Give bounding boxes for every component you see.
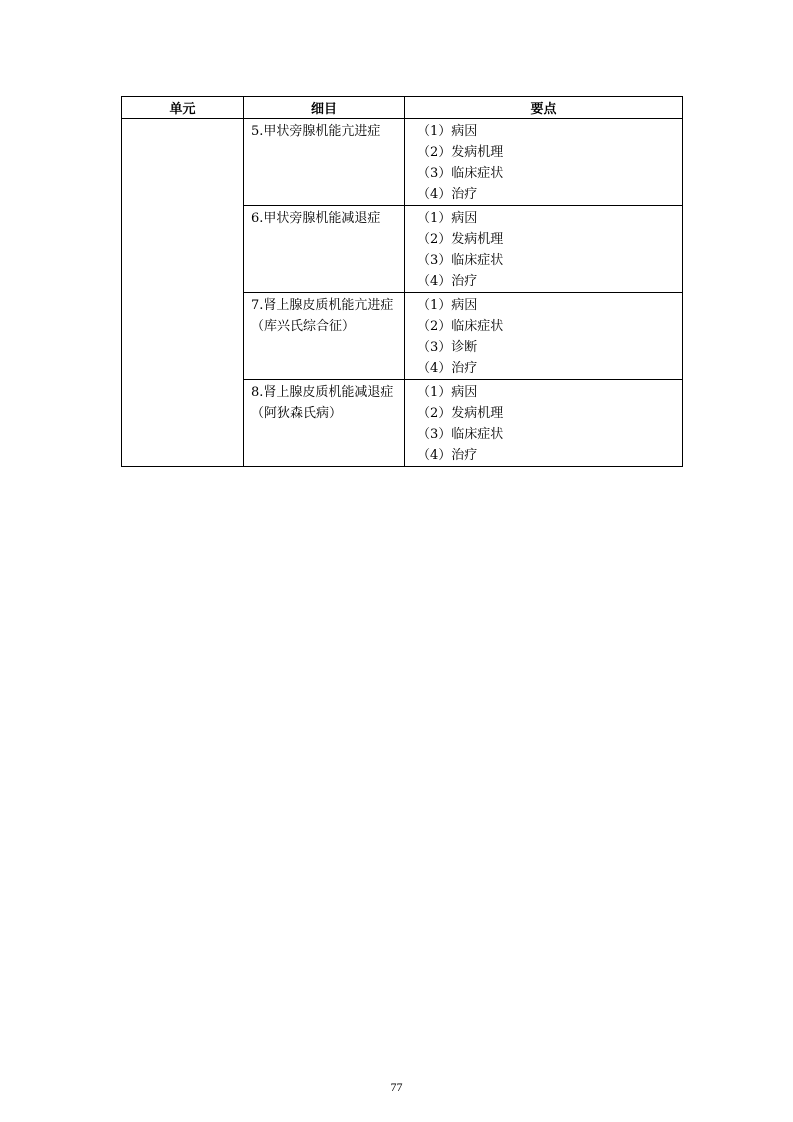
key-point: （3）临床症状 [417,166,504,181]
key-point: （1）病因 [417,385,478,400]
key-point: （3）临床症状 [417,427,504,442]
key-point: （1）病因 [417,124,478,139]
key-point: （4）治疗 [417,448,478,463]
key-point: （3）临床症状 [417,253,504,268]
key-point: （2）临床症状 [417,319,504,334]
item-cell [244,380,405,467]
key-points-cell [405,293,683,380]
item-text: 8.肾上腺皮质机能减退症（阿狄森氏病） [251,385,394,421]
key-points-cell [405,119,683,206]
item-text: 6.甲状旁腺机能减退症 [251,211,381,226]
item-cell [244,206,405,293]
key-point: （2）发病机理 [417,406,504,421]
key-point: （1）病因 [417,298,478,313]
header-key-points: 要点 [405,97,683,119]
item-cell [244,119,405,206]
unit-cell [122,119,244,467]
item-text: 5.甲状旁腺机能亢进症 [251,124,381,139]
key-points-cell [405,206,683,293]
table-row [122,119,683,206]
key-point: （2）发病机理 [417,232,504,247]
key-points-cell [405,380,683,467]
key-point: （4）治疗 [417,187,478,202]
header-item: 细目 [244,97,405,119]
item-cell [244,293,405,380]
item-text: 7.肾上腺皮质机能亢进症（库兴氏综合征） [251,298,394,334]
page-number: 77 [390,1080,403,1094]
key-point: （4）治疗 [417,361,478,376]
key-point: （1）病因 [417,211,478,226]
header-unit: 单元 [122,97,244,119]
key-point: （2）发病机理 [417,145,504,160]
key-point: （4）治疗 [417,274,478,289]
syllabus-table [121,96,683,467]
table-header-row [122,97,683,119]
key-point: （3）诊断 [417,340,478,355]
